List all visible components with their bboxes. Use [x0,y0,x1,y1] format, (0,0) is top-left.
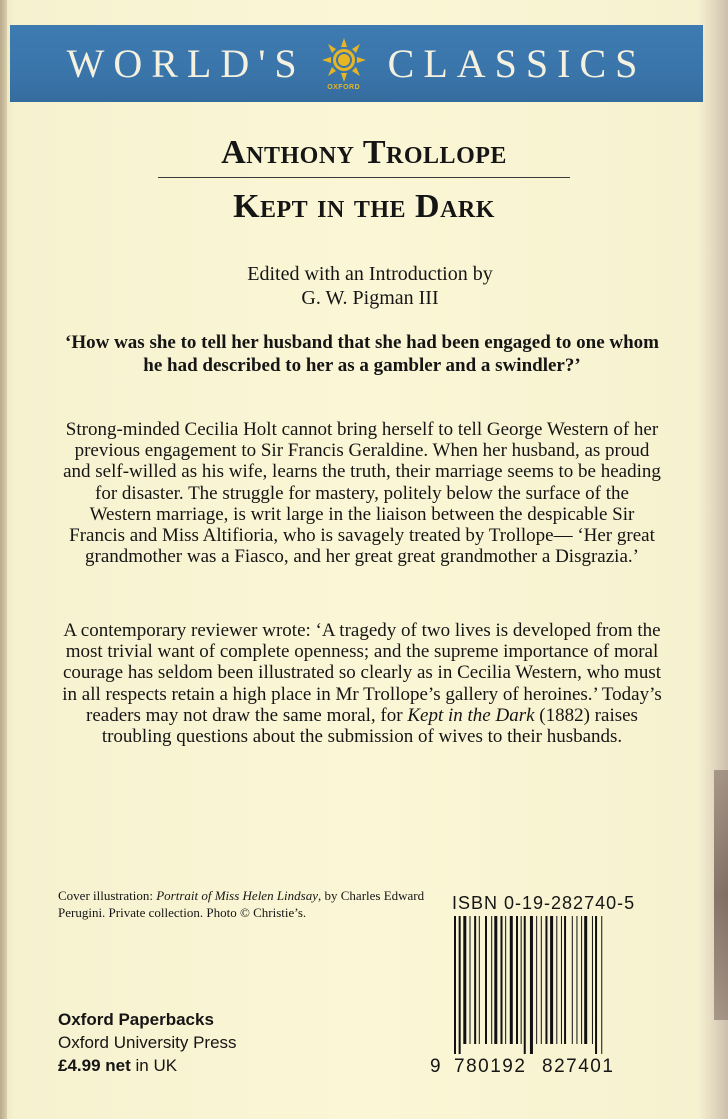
barcode-bar [556,916,557,1044]
barcode-bar [516,916,518,1044]
barcode-bar [564,916,566,1044]
barcode-bar [454,916,456,1054]
price-suffix: in UK [130,1056,178,1075]
barcode-bar [524,916,526,1054]
review-text-2: (1882) raises troubling questions about the submission of wives to their husbands. [101,704,638,748]
barcode-bar [601,916,602,1054]
synopsis-paragraph: Strong-minded Cecilia Holt cannot bring herself to tell George Western of her previous engagement to Sir Francis Geraldine. When her husband, as proud and self-willed as his wife, learns the truth, their marriage seems to be heading for disaster. The struggle for mastery, politely below the surface of the Western marriage, is writ large in the liaison between the despicable Sir Francis and Miss Altifioria, who is savagely treated by Trollope— ‘Her great grandmother was a Fiasco, and her great great grandmother a Disgrazia.’ [63,419,661,568]
cover-illustration-credit [58,887,428,921]
barcode-bar [584,916,587,1044]
review-paragraph [62,620,662,747]
publisher-press: Oxford University Press [58,1033,237,1052]
credit-painting: Portrait of Miss Helen Lindsay [156,888,318,903]
publisher-imprint: Oxford Paperbacks [58,1010,214,1029]
barcode-digit-lead: 9 [430,1056,443,1077]
edge-shadow [714,770,728,1020]
barcode-bar [463,916,466,1044]
barcode-bar [491,916,492,1044]
pull-quote: ‘How was she to tell her husband that she had been engaged to one whom he had described to her as a gambler and a swindler?’ [65,332,659,376]
barcode-bar [550,916,553,1044]
barcode-bar [470,916,471,1044]
barcode-bar [510,916,513,1044]
barcode-bar [572,916,573,1044]
barcode-bar [576,916,577,1044]
publisher-block [58,1008,358,1077]
editor-line-1: Edited with an Introduction by [247,263,493,285]
barcode-bar [592,916,593,1044]
credit-rest: , by Charles Edward Perugini. Private collection. Photo © Christie’s. [58,888,425,920]
credit-label: Cover illustration: [58,888,157,903]
price-line [58,1054,358,1077]
review-italic-title: Kept in the Dark [407,704,535,726]
review-text-1: A contemporary reviewer wrote: ‘A tragedy of two lives is developed from the most trivial want of complete openness; and the supreme importance of moral courage has seldom been illustrated so clearly as in Cecilia Western, who must in all respects retain a high place in Mr Trollope’s gallery of heroines.’ Today’s readers may not draw the same moral, for [62,620,662,726]
barcode-graphic [452,916,640,1054]
barcode-bar [536,916,537,1044]
barcode-bar [530,916,533,1054]
barcode-bar [501,916,503,1044]
barcode-bar [494,916,497,1044]
emblem-label: OXFORD [327,83,361,91]
barcode-bar [474,916,476,1044]
sun-emblem-graphic [322,37,366,83]
editor-credit [140,262,600,310]
barcode-bar [459,916,461,1054]
barcode-digits-right: 827401 [542,1056,615,1077]
isbn-label: ISBN 0-19-282740-5 [452,893,636,913]
price: £4.99 net [58,1056,131,1075]
barcode-bar [541,916,542,1044]
series-banner [10,25,703,102]
barcode-bar [581,916,582,1044]
editor-line-2: G. W. Pigman III [301,287,439,309]
series-word-left: WORLD'S [66,41,306,86]
author-name: Anthony Trollope [221,134,507,171]
cover-edge [700,0,728,1119]
barcode-bar [521,916,522,1044]
barcode-bar [479,916,480,1044]
sun-emblem-icon [320,33,368,95]
barcode-bar [595,916,597,1054]
spine-edge [0,0,7,1119]
barcode-bar [545,916,547,1044]
barcode-bar [561,916,562,1044]
barcode-bar [505,916,506,1044]
book-title: Kept in the Dark [233,188,495,225]
barcode-digits-left: 780192 [454,1056,527,1077]
title-divider [158,177,570,178]
series-word-right: CLASSICS [387,41,647,86]
barcode-bar [485,916,487,1044]
